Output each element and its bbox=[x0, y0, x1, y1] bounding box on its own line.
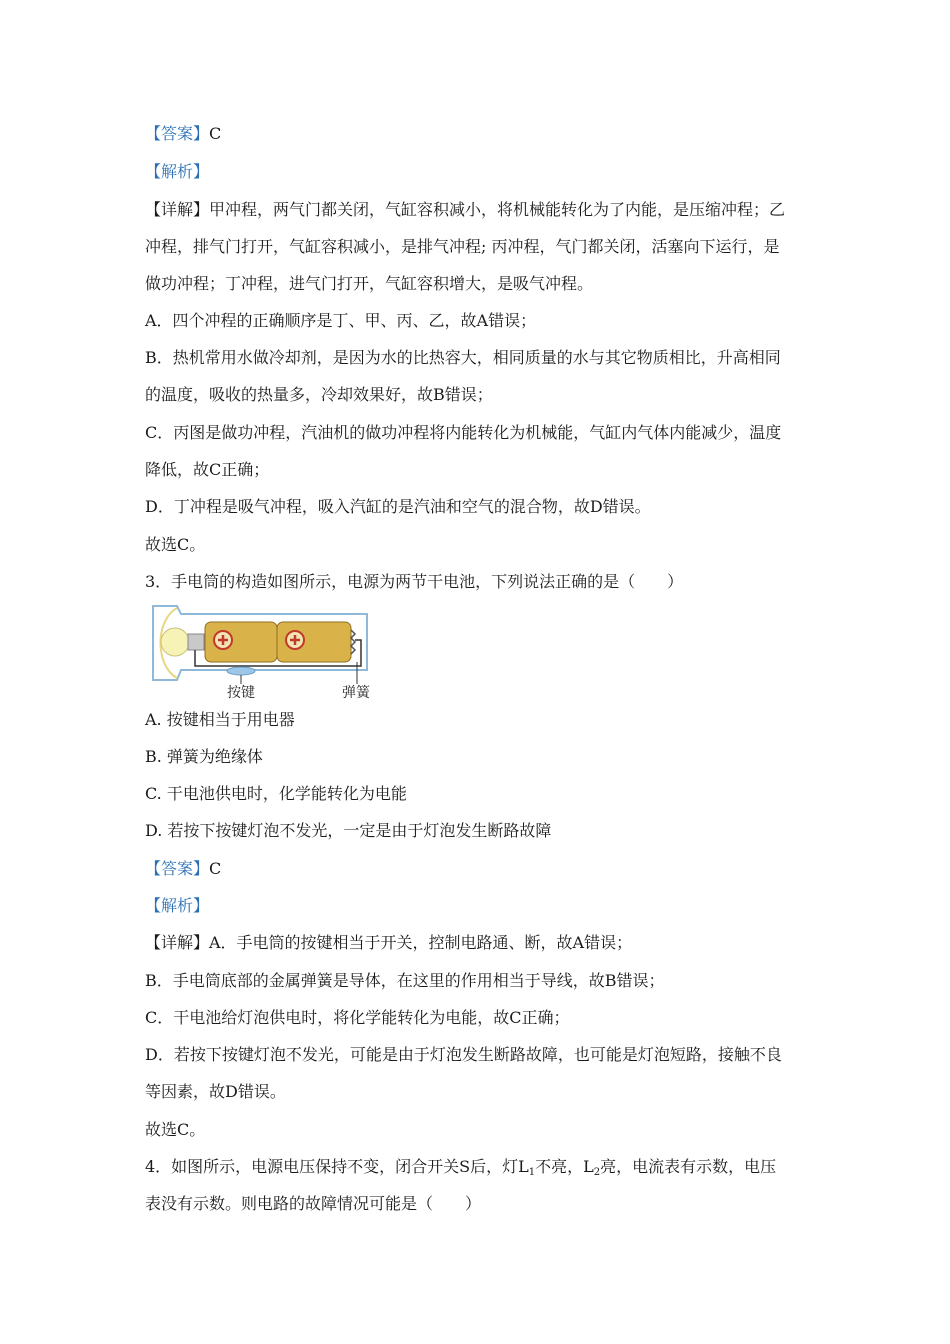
choose-line-2: 故选C。 bbox=[145, 1120, 206, 1139]
flashlight-figure bbox=[145, 600, 385, 700]
option-a: A. 按键相当于用电器 bbox=[145, 710, 295, 729]
answer-tag: 【答案】 bbox=[145, 859, 210, 878]
detail-1-line-2: 冲程，排气门打开，气缸容积减小，是排气冲程; 丙冲程，气门都关闭，活塞向下运行，是 bbox=[145, 237, 780, 256]
answer-line-1 bbox=[145, 124, 815, 144]
analysis-tag-1: 【解析】 bbox=[145, 162, 210, 181]
spring-label: 弹簧 bbox=[342, 685, 370, 701]
detail-1-line-3: 做功冲程；丁冲程，进气门打开，气缸容积增大，是吸气冲程。 bbox=[145, 274, 594, 293]
option-d: D. 若按下按键灯泡不发光，一定是由于灯泡发生断路故障 bbox=[145, 821, 552, 840]
detail-2-b: B．手电筒底部的金属弹簧是导体，在这里的作用相当于导线，故B错误； bbox=[145, 971, 665, 990]
explain-c-1-line-2: 降低，故C正确； bbox=[145, 460, 270, 479]
explain-d-1: D．丁冲程是吸气冲程，吸入汽缸的是汽油和空气的混合物，故D错误。 bbox=[145, 497, 651, 516]
option-c: C. 干电池供电时，化学能转化为电能 bbox=[145, 784, 407, 803]
detail-2-line-1: 【详解】A．手电筒的按键相当于开关，控制电路通、断，故A错误； bbox=[145, 933, 633, 952]
q4-text-3: 亮，电流表有示数，电压 bbox=[600, 1157, 777, 1176]
bulb-base bbox=[188, 634, 204, 650]
explain-b-1-line-2: 的温度，吸收的热量多，冷却效果好，故B错误； bbox=[145, 385, 493, 404]
detail-2-d-line-1: D．若按下按键灯泡不发光，可能是由于灯泡发生断路故障，也可能是灯泡短路，接触不良 bbox=[145, 1045, 782, 1064]
detail-1-line-1: 【详解】甲冲程，两气门都关闭，气缸容积减小，将机械能转化为了内能，是压缩冲程；乙 bbox=[145, 200, 786, 219]
detail-2-c: C．干电池给灯泡供电时，将化学能转化为电能，故C正确； bbox=[145, 1008, 570, 1027]
q4-sub-2: 2 bbox=[593, 1167, 601, 1178]
explain-c-1-line-1: C．丙图是做功冲程，汽油机的做功冲程将内能转化为机械能，气缸内气体内能减少，温度 bbox=[145, 423, 782, 442]
question-4-line-2: 表没有示数。则电路的故障情况可能是（ ） bbox=[145, 1194, 482, 1213]
choose-line-1: 故选C。 bbox=[145, 535, 206, 554]
answer-value: C bbox=[209, 124, 222, 143]
button-icon bbox=[227, 667, 255, 675]
detail-2-d-line-2: 等因素，故D错误。 bbox=[145, 1082, 286, 1101]
q4-text-2: 不亮，L bbox=[535, 1157, 594, 1176]
question-3: 3．手电筒的构造如图所示，电源为两节干电池，下列说法正确的是（ ） bbox=[145, 572, 684, 591]
explain-a-1: A．四个冲程的正确顺序是丁、甲、丙、乙，故A错误； bbox=[145, 311, 537, 330]
answer-line-2 bbox=[145, 859, 815, 879]
answer-value: C bbox=[209, 859, 222, 878]
q4-text-1: 4．如图所示，电源电压保持不变，闭合开关S后，灯L bbox=[145, 1157, 529, 1176]
option-b: B. 弹簧为绝缘体 bbox=[145, 747, 263, 766]
analysis-tag-2: 【解析】 bbox=[145, 896, 210, 915]
question-4-line-1 bbox=[145, 1157, 815, 1183]
spring-icon bbox=[351, 630, 355, 654]
answer-tag: 【答案】 bbox=[145, 124, 210, 143]
bulb-icon bbox=[161, 628, 189, 656]
q4-sub-1: 1 bbox=[528, 1167, 536, 1178]
button-label: 按键 bbox=[227, 685, 255, 701]
explain-b-1-line-1: B．热机常用水做冷却剂，是因为水的比热容大，相同质量的水与其它物质相比，升高相同 bbox=[145, 348, 781, 367]
